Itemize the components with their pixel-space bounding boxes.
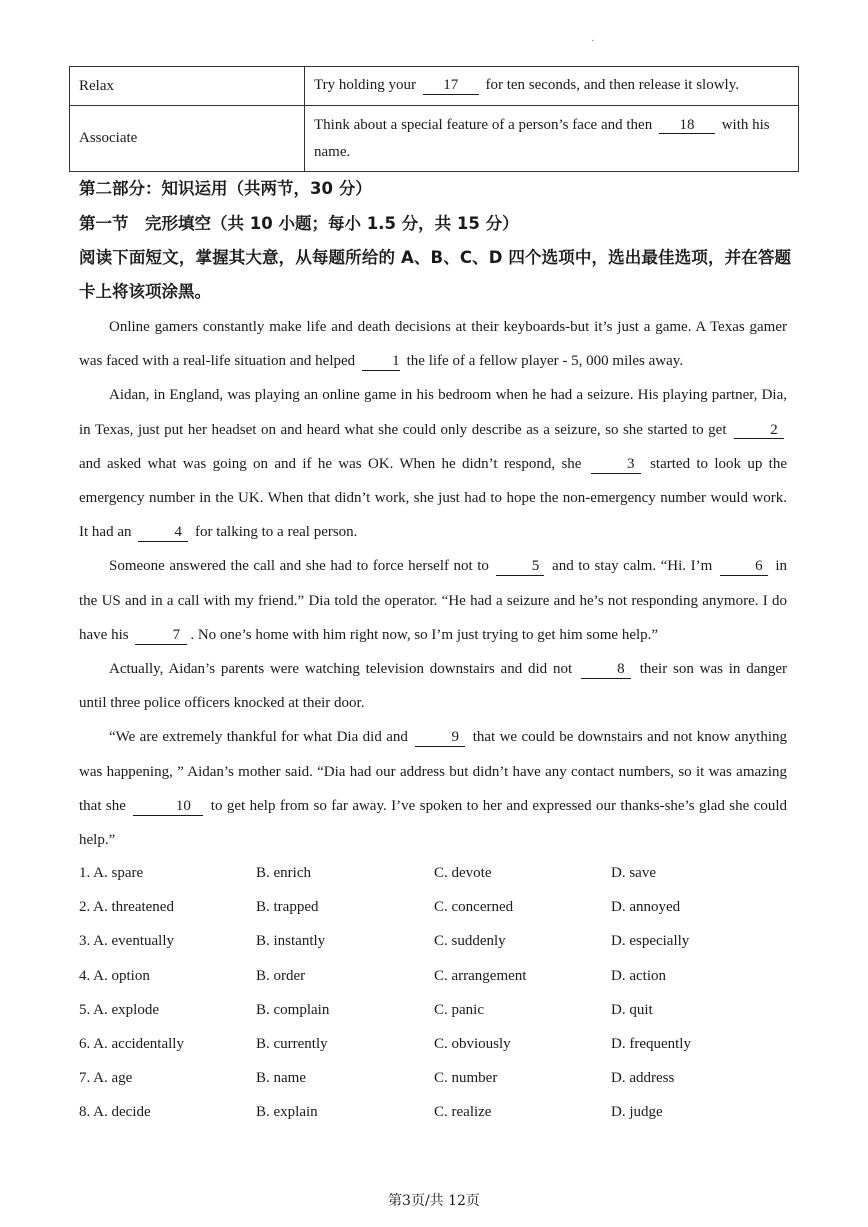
blank-8: 8 xyxy=(581,662,631,679)
passage-text: Aidan, in England, was playing an online game in his bedroom when he had a seizure. His playing partner, Dia, in Texas, just put her headset on and heard what she could only describe as a seizure, so she started to get xyxy=(79,387,787,438)
cell-text: Try holding your xyxy=(314,77,416,94)
option-b: B. order xyxy=(256,967,306,984)
passage-text: Actually, Aidan’s parents were watching television downstairs and did not xyxy=(109,661,573,678)
passage-text: . No one’s home with him right now, so I’m just trying to get him some help.” xyxy=(190,626,659,643)
option-c: C. panic xyxy=(434,1001,484,1018)
answer-options xyxy=(79,856,799,1130)
passage-text: in the US and in a call with my friend.” Dia told the operator. “He had a seizure and he’s not responding anymore. I do have his xyxy=(79,558,788,643)
option-c: C. concerned xyxy=(434,899,514,916)
blank-18: 18 xyxy=(659,118,715,135)
blank-1: 1 xyxy=(362,354,400,371)
option-row-7 xyxy=(79,1061,799,1095)
passage-text: started to look up the emergency number in the UK. When that didn’t work, she just had to hope the non-emergency number would work. It had an xyxy=(79,455,788,541)
option-a: 1. A. spare xyxy=(79,865,144,881)
paragraph xyxy=(79,652,787,720)
option-row-2 xyxy=(79,890,799,924)
option-row-8 xyxy=(79,1095,799,1129)
option-d: D. especially xyxy=(611,933,690,950)
blank-3: 3 xyxy=(591,457,641,474)
blank-2: 2 xyxy=(734,423,784,440)
blank-5: 5 xyxy=(496,559,544,576)
passage-text: to get help from so far away. I’ve spoken to her and expressed our thanks-she’s glad she could help.” xyxy=(79,797,788,849)
blank-6: 6 xyxy=(720,559,768,576)
option-c: C. suddenly xyxy=(434,933,506,950)
option-a: 6. A. accidentally xyxy=(79,1035,184,1052)
table-cell-content xyxy=(305,67,799,106)
option-row-6 xyxy=(79,1027,799,1061)
tips-table xyxy=(69,66,799,172)
passage-text: and to stay calm. “Hi. I’m xyxy=(552,558,713,575)
cloze-passage xyxy=(79,310,787,857)
option-d: D. judge xyxy=(611,1104,663,1121)
passage-text: the life of a fellow player - 5, 000 miles away. xyxy=(406,353,684,370)
option-row-3 xyxy=(79,924,799,958)
option-c: C. realize xyxy=(434,1104,492,1121)
instructions: 阅读下面短文，掌握其大意，从每题所给的 A、B、C、D 四个选项中，选出最佳选项，并在答题卡上将该项涂黑。 xyxy=(79,248,791,301)
passage-text: that we could be downstairs and not know anything was happening, ” Aidan’s mother said. “Dia had our address but didn’t have any contact numbers, so it was amazing that she xyxy=(79,729,788,814)
option-row-1 xyxy=(79,856,799,890)
option-b: B. name xyxy=(256,1070,306,1087)
option-a: 8. A. decide xyxy=(79,1104,151,1121)
cell-text: with his name. xyxy=(314,116,770,160)
option-d: D. frequently xyxy=(611,1035,691,1052)
cell-text: for ten seconds, and then release it slowly. xyxy=(485,77,740,94)
table-row xyxy=(70,67,799,106)
paragraph xyxy=(79,310,787,378)
paragraph xyxy=(79,378,787,549)
blank-7: 7 xyxy=(135,628,187,645)
option-d: D. action xyxy=(611,967,666,984)
paragraph xyxy=(79,549,787,652)
option-a: 7. A. age xyxy=(79,1070,133,1087)
passage-text: “We are extremely thankful for what Dia did and xyxy=(109,729,408,746)
section-heading: 第一节 完形填空（共 10 小题；每小 1.5 分，共 15 分） xyxy=(79,214,519,233)
option-d: D. address xyxy=(611,1070,675,1087)
option-row-5 xyxy=(79,993,799,1027)
passage-text: Someone answered the call and she had to force herself not to xyxy=(109,558,489,575)
option-d: D. save xyxy=(611,865,656,881)
option-a: 4. A. option xyxy=(79,967,150,984)
option-d: D. annoyed xyxy=(611,899,681,916)
cell-text: Think about a special feature of a person’s face and then xyxy=(314,116,653,133)
option-c: C. arrangement xyxy=(434,967,527,984)
table-cell-label: Relax xyxy=(70,67,305,106)
option-b: B. explain xyxy=(256,1104,318,1121)
scan-dot: · xyxy=(591,36,595,47)
part-heading: 第二部分：知识运用（共两节，30 分） xyxy=(79,179,372,198)
option-a: 3. A. eventually xyxy=(79,933,174,950)
passage-text: their son was in danger until three police officers knocked at their door. xyxy=(79,661,788,712)
passage-text: for talking to a real person. xyxy=(194,524,358,541)
blank-4: 4 xyxy=(138,525,188,542)
option-b: B. complain xyxy=(256,1001,330,1018)
passage-text: and asked what was going on and if he was OK. When he didn’t respond, she xyxy=(79,455,582,472)
option-a: 5. A. explode xyxy=(79,1001,159,1018)
table-row xyxy=(70,106,799,172)
option-c: C. devote xyxy=(434,865,492,881)
option-b: B. instantly xyxy=(256,933,326,950)
passage-text: Online gamers constantly make life and death decisions at their keyboards-but it’s just a game. A Texas gamer was faced with a real-life situation and helped xyxy=(79,319,787,370)
option-a: 2. A. threatened xyxy=(79,899,174,916)
option-c: C. number xyxy=(434,1070,498,1087)
option-b: B. enrich xyxy=(256,865,311,881)
paragraph xyxy=(79,720,787,857)
blank-10: 10 xyxy=(133,799,203,816)
table-cell-content xyxy=(305,106,799,172)
option-d: D. quit xyxy=(611,1001,653,1018)
option-b: B. currently xyxy=(256,1035,328,1052)
option-c: C. obviously xyxy=(434,1035,511,1052)
table-cell-label: Associate xyxy=(70,106,305,172)
option-row-4 xyxy=(79,959,799,993)
page-number: 第3页/共 12页 xyxy=(388,1193,480,1209)
blank-9: 9 xyxy=(415,730,465,747)
blank-17: 17 xyxy=(423,78,479,95)
option-b: B. trapped xyxy=(256,899,319,916)
